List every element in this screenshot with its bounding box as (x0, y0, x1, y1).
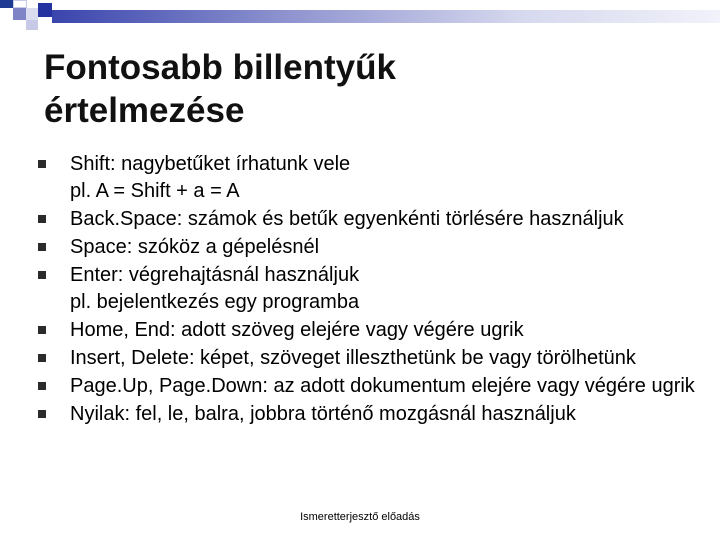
bullet-text: Nyilak: fel, le, balra, jobbra történő mozgásnál használjuk (70, 403, 576, 425)
decor-square (26, 8, 38, 20)
decor-square (26, 20, 38, 30)
slide-footer: Ismeretterjesztő előadás (300, 511, 420, 523)
square-bullet-icon (38, 410, 46, 418)
bullet-list (38, 154, 698, 432)
bullet-text: Back.Space: számok és betűk egyenkénti törlésére használjuk (70, 208, 624, 230)
slide-title (44, 46, 684, 132)
decor-square (13, 20, 26, 30)
header-gradient-bar (52, 10, 720, 23)
bullet-item (38, 348, 698, 369)
bullet-subtext: pl. A = Shift + a = A (70, 180, 240, 202)
bullet-item (38, 209, 698, 230)
bullet-text: Shift: nagybetűket írhatunk vele (70, 153, 351, 175)
bullet-item (38, 376, 698, 397)
bullet-text: Insert, Delete: képet, szöveget illeszthetünk be vagy törölhetünk (70, 347, 636, 369)
decor-square (13, 8, 26, 20)
decor-square (0, 0, 13, 8)
square-bullet-icon (38, 382, 46, 390)
square-bullet-icon (38, 326, 46, 334)
bullet-text: Enter: végrehajtásnál használjuk (70, 264, 360, 286)
square-bullet-icon (38, 271, 46, 279)
bullet-item (38, 320, 698, 341)
bullet-text: Space: szóköz a gépelésnél (70, 236, 320, 258)
bullet-item (38, 404, 698, 425)
square-bullet-icon (38, 215, 46, 223)
bullet-item (38, 154, 698, 202)
square-bullet-icon (38, 243, 46, 251)
decor-square (38, 3, 52, 17)
decor-square (13, 0, 27, 8)
slide-title-line-1: Fontosabb billentyűk (44, 48, 396, 87)
square-bullet-icon (38, 354, 46, 362)
bullet-subtext: pl. bejelentkezés egy programba (70, 291, 360, 313)
bullet-item (38, 265, 698, 313)
bullet-item (38, 237, 698, 258)
decor-square (0, 8, 13, 20)
decor-square (38, 17, 52, 23)
bullet-text: Page.Up, Page.Down: az adott dokumentum elejére vagy végére ugrik (70, 375, 695, 397)
slide-title-line-2: értelmezése (44, 91, 245, 130)
bullet-text: Home, End: adott szöveg elejére vagy végére ugrik (70, 319, 524, 341)
square-bullet-icon (38, 160, 46, 168)
